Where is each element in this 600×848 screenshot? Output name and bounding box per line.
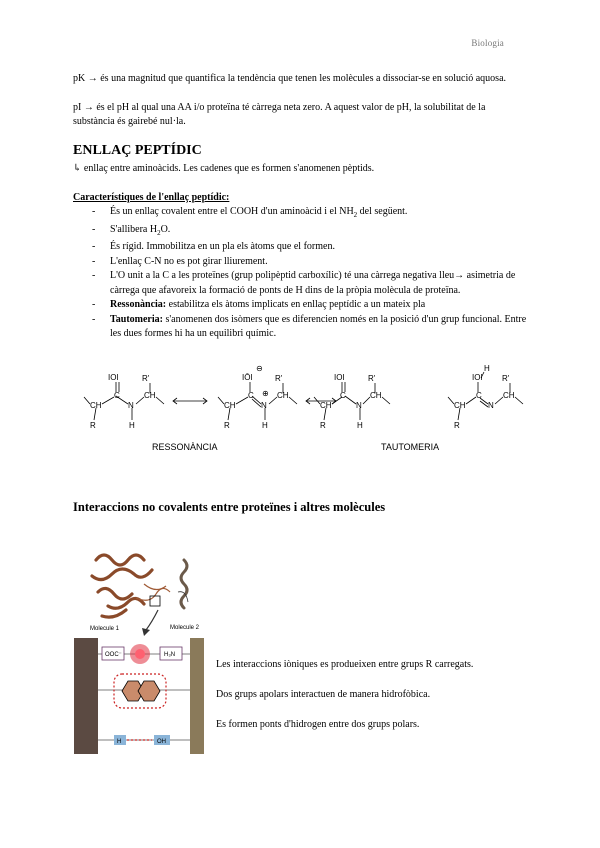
h-label: H <box>117 739 122 745</box>
pi-text: és el pH al qual una AA i/o proteïna té càrrega neta zero. A aquest valor de pH, la solubilitat de la substància és gairebé nul·la. <box>73 102 486 127</box>
atom-label: CH <box>277 391 289 400</box>
coo-label: OOC⁻ <box>105 652 122 658</box>
atom-label: CH <box>370 391 382 400</box>
atom-label: IOI <box>108 373 119 382</box>
atom-label: R <box>224 421 230 430</box>
atom-label: IOI <box>334 373 345 382</box>
atom-label: R' <box>502 374 510 383</box>
atom-label: N <box>261 401 267 410</box>
pk-paragraph <box>73 72 529 86</box>
caption-tautomeria: TAUTOMERIA <box>381 442 440 452</box>
list-item: - S'allibera $H_2O$. <box>92 223 171 237</box>
list-item: - Ressonància: estabilitza els àtoms implicats en enllaç peptídic a un mateix pla <box>92 299 426 310</box>
atom-label: R' <box>368 374 376 383</box>
charge-minus: ⊖ <box>256 364 263 373</box>
section-title-peptide-bond: ENLLAÇ PEPTÍDIC <box>73 143 202 158</box>
molecule2-label: Molecule 2 <box>170 625 200 631</box>
atom-label: N <box>356 401 362 410</box>
peptide-bond-diagram <box>78 364 528 456</box>
atom-label: CH <box>454 401 466 410</box>
header-subject: Biologia <box>471 38 504 48</box>
oh-label: OH <box>157 739 166 745</box>
features-heading: Característiques de l'enllaç peptídic: <box>73 192 230 203</box>
list-item: - L'enllaç C-N no es pot girar lliurement. <box>92 255 268 267</box>
atom-label: H <box>484 364 490 373</box>
atom-label: R <box>454 421 460 430</box>
hydrophobic-interaction-text: Dos grups apolars interactuen de manera hidrofòbica. <box>216 689 431 700</box>
atom-label: CH <box>90 401 102 410</box>
charge-plus: ⊕ <box>262 389 269 398</box>
h3n-label: H₃N <box>164 652 176 658</box>
atom-label: C <box>248 391 254 400</box>
atom-label: R <box>320 421 326 430</box>
atom-label: CH <box>320 401 332 410</box>
features-list <box>73 205 529 342</box>
atom-label: R <box>90 421 96 430</box>
atom-label: R' <box>275 374 283 383</box>
protein-interaction-figure <box>74 544 214 754</box>
caption-resonance: RESSONÀNCIA <box>152 442 218 452</box>
atom-label: R' <box>142 374 150 383</box>
list-item: - És rígid. Immobilitza en un pla els àtoms que el formen. <box>92 241 335 252</box>
list-item: - Tautomeria: s'anomenen dos isòmers que es diferencien només en la posició d'un grup funcional. Entre les dues formes hi ha un equilibri químic. <box>92 313 527 339</box>
molecule1-label: Molecule 1 <box>90 626 120 632</box>
atom-label: N <box>488 401 494 410</box>
section-subtitle: ↳ enllaç entre aminoàcids. Les cadenes que es formen s'anomenen pèptids. <box>73 163 375 174</box>
hydrogen-bond-text: Es formen ponts d'hidrogen entre dos grups polars. <box>216 719 420 730</box>
ionic-interaction-text: Les interaccions iòniques es produeixen entre grups R carregats. <box>216 659 474 670</box>
pk-label: pK → <box>73 73 98 84</box>
pk-text: és una magnitud que quantifica la tendència que tenen les molècules a dissociar-se en solució aquosa. <box>100 73 507 84</box>
atom-label: CH <box>144 391 156 400</box>
atom-label: IOI <box>472 373 483 382</box>
atom-label: N <box>128 401 134 410</box>
pi-paragraph <box>73 101 529 129</box>
pi-label: pI → <box>73 102 94 113</box>
section-title-noncovalent: Interaccions no covalents entre proteïnes i altres molècules <box>73 500 386 514</box>
atom-label: H <box>357 421 363 430</box>
atom-label: H <box>129 421 135 430</box>
atom-label: CH <box>503 391 515 400</box>
list-item: - És un enllaç covalent entre el COOH d'un aminoàcid i el $NH_2$ del següent. <box>92 206 408 219</box>
atom-label: CH <box>224 401 236 410</box>
list-item: - L'O unit a la C a les proteïnes (grup polipèptid carboxílic) té una càrrega negativa lleu→ asimetria de càrrega que afavoreix la formació de ponts de H dins de la pròpia molècula de proteïna. <box>92 270 516 296</box>
atom-label: H <box>262 421 268 430</box>
atom-label: C <box>476 391 482 400</box>
atom-label: C <box>340 391 346 400</box>
atom-label: IŌI <box>242 373 253 382</box>
atom-label: C <box>114 391 120 400</box>
